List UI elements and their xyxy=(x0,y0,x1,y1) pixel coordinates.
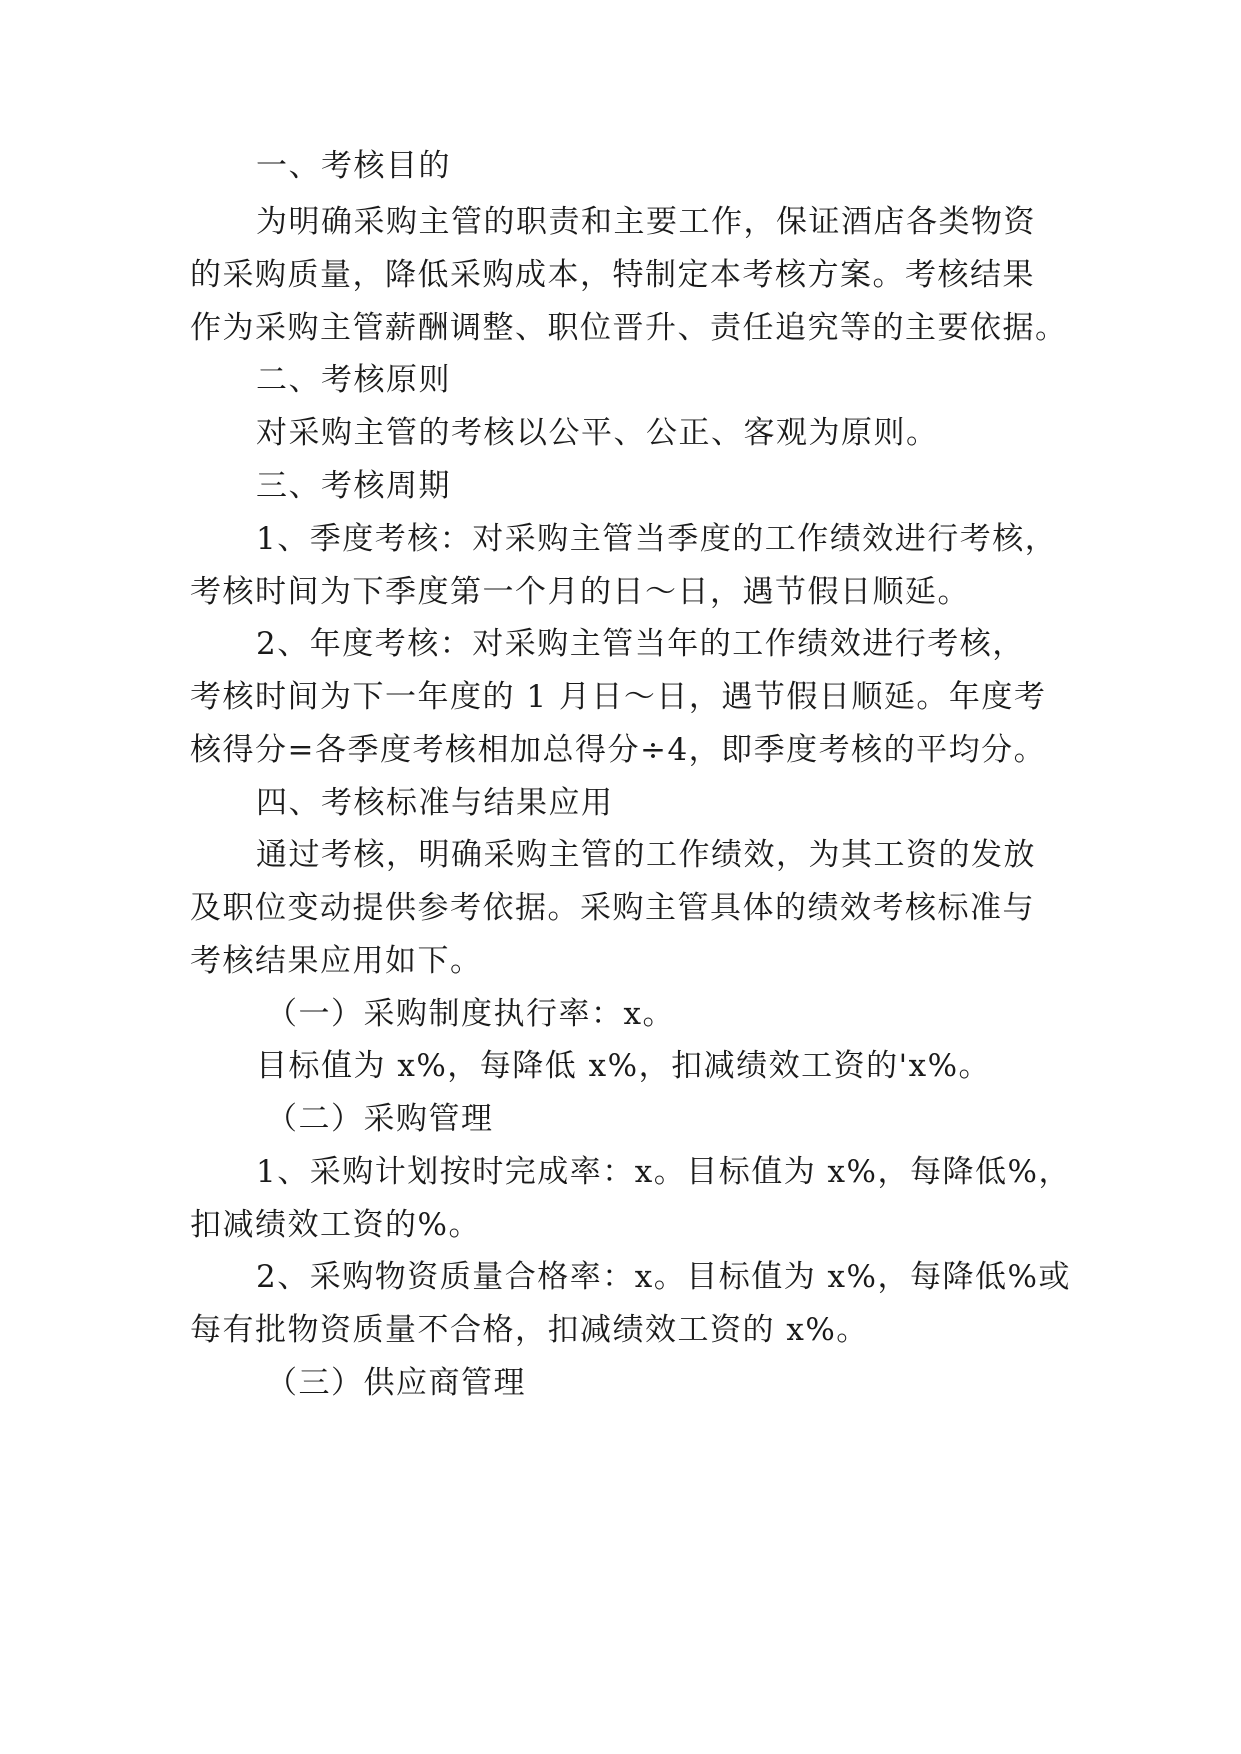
paragraph-line: 通过考核，明确采购主管的工作绩效，为其工资的发放 xyxy=(256,837,1036,873)
paragraph-line: 考核结果应用如下。 xyxy=(190,943,483,979)
heading-assessment-purpose: 一、考核目的 xyxy=(256,148,451,184)
paragraph-line: 为明确采购主管的职责和主要工作，保证酒店各类物资 xyxy=(256,204,1036,240)
paragraph-line: 每有批物资质量不合格，扣减绩效工资的 x%。 xyxy=(190,1312,869,1348)
paragraph-line: 扣减绩效工资的%。 xyxy=(190,1207,481,1243)
paragraph-line: 对采购主管的考核以公平、公正、客观为原则。 xyxy=(256,415,939,451)
heading-assessment-principle: 二、考核原则 xyxy=(256,362,451,398)
heading-assessment-cycle: 三、考核周期 xyxy=(256,468,451,504)
paragraph-line: 目标值为 x%，每降低 x%，扣减绩效工资的'x%。 xyxy=(256,1048,992,1084)
paragraph-line: 1、季度考核：对采购主管当季度的工作绩效进行考核， xyxy=(256,521,1058,557)
paragraph-line: 2、年度考核：对采购主管当年的工作绩效进行考核， xyxy=(256,626,1025,662)
paragraph-line: 考核时间为下季度第一个月的日～日，遇节假日顺延。 xyxy=(190,574,970,610)
paragraph-line: 核得分=各季度考核相加总得分÷4，即季度考核的平均分。 xyxy=(190,732,1047,768)
paragraph-line: 2、采购物资质量合格率：x。目标值为 x%，每降低%或 xyxy=(256,1259,1071,1295)
paragraph-line: 的采购质量，降低采购成本，特制定本考核方案。考核结果 xyxy=(190,257,1035,293)
subheading-supplier-management: （三）供应商管理 xyxy=(266,1365,526,1401)
paragraph-line: 1、采购计划按时完成率：x。目标值为 x%，每降低%， xyxy=(256,1154,1071,1190)
paragraph-line: 作为采购主管薪酬调整、职位晋升、责任追究等的主要依据。 xyxy=(190,310,1068,346)
subheading-procurement-policy: （一）采购制度执行率：x。 xyxy=(266,996,675,1032)
heading-standards-application: 四、考核标准与结果应用 xyxy=(256,785,614,821)
subheading-procurement-management: （二）采购管理 xyxy=(266,1101,494,1137)
paragraph-line: 考核时间为下一年度的 1 月日～日，遇节假日顺延。年度考 xyxy=(190,679,1047,715)
paragraph-line: 及职位变动提供参考依据。采购主管具体的绩效考核标准与 xyxy=(190,890,1035,926)
